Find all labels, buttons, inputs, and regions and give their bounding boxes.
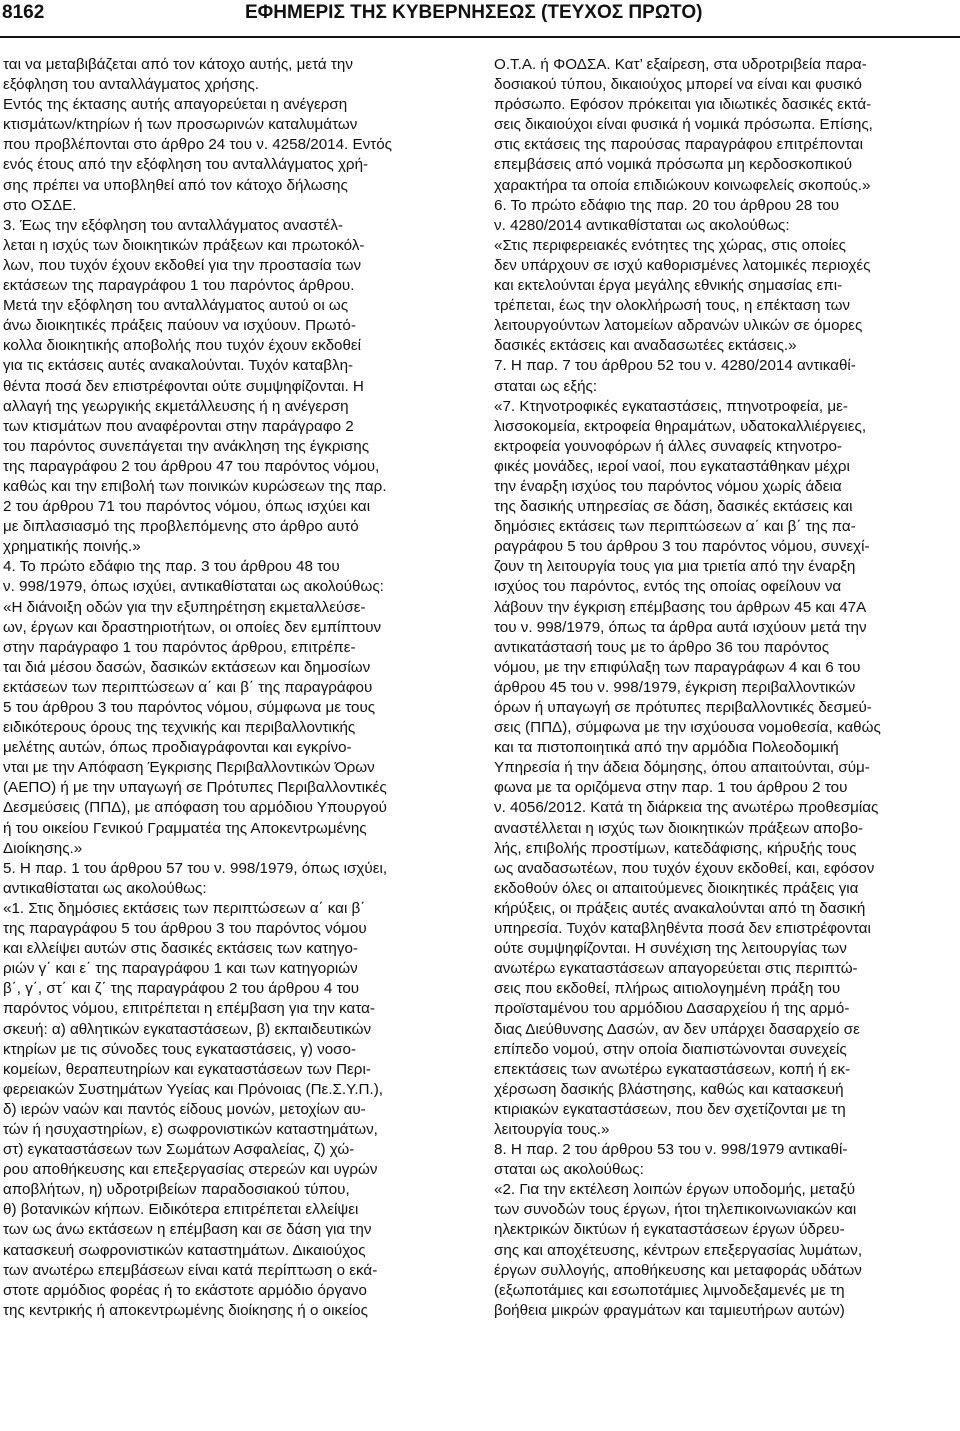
right-column-line: «2. Για την εκτέλεση λοιπών έργων υποδομής, μεταξύ (494, 1181, 856, 1199)
left-column-line: θέντα ποσά δεν επιστρέφονται ούτε συμψηφίζονται. Η (3, 377, 364, 395)
right-column-line: υπηρεσία. Τυχόν καταβληθέντα ποσά δεν επιστρέφονται (494, 920, 871, 938)
left-column-line: ν. 998/1979, όπως ισχύει, αντικαθίσταται ως ακολούθως: (3, 578, 384, 596)
left-column-line: ται διά μέσου δασών, δασικών εκτάσεων και δημοσίων (3, 658, 371, 676)
left-column-line: εξόφληση του ανταλλάγματος χρήσης. (3, 76, 259, 94)
right-column-line: διας Διεύθυνσης Δασών, αν δεν υπάρχει δασαρχείο σε (494, 1020, 860, 1038)
right-column-line: «7. Κτηνοτροφικές εγκαταστάσεις, πτηνοτροφεία, με- (494, 397, 848, 415)
left-column-line: των κτισμάτων που αναφέρονται στην παράγραφο 2 (3, 417, 354, 435)
right-column-line: αναστέλλεται η ισχύς των διοικητικών πράξεων αποβο- (494, 819, 864, 837)
left-column-line: «1. Στις δημόσιες εκτάσεις των περιπτώσεων α΄ και β΄ (3, 899, 366, 917)
right-column-line: βοήθεια μικρών φραγμάτων και ταμιευτήρων αυτών) (494, 1301, 845, 1319)
left-column-line: 5 του άρθρου 3 του παρόντος νόμου, σύμφωνα με τους (3, 699, 376, 716)
right-column-line: ούτε συμψηφίζονται. Η συνέχιση της λειτουργίας των (494, 940, 847, 958)
running-title: ΕΦΗΜΕΡΙΣ ΤΗΣ ΚΥΒΕΡΝΗΣΕΩΣ (ΤΕΥΧΟΣ ΠΡΩΤΟ) (245, 2, 703, 23)
right-column-line: του ν. 998/1979, όπως τα άρθρα αυτά ισχύουν μετά την (494, 618, 867, 636)
right-column-line: ζουν τη λειτουργία τους για μια τριετία από την έναρξη (494, 558, 856, 576)
left-column-line: λων, που τυχόν έχουν εκδοθεί για την προστασία των (3, 256, 362, 274)
right-column-line: την έναρξη ισχύος του παρόντος νόμου χωρίς άδεια (494, 477, 842, 495)
left-column-line: της κεντρικής ή αποκεντρωμένης διοίκησης ή ο οικείος (3, 1301, 368, 1319)
left-column-line: εκτάσεων της παραγράφου 1 του παρόντος άρθρου. (3, 277, 355, 295)
right-column-line: χέρσωση δασικής βλάστησης, καθώς και κατασκευή (494, 1080, 844, 1098)
left-column-line: στ) εγκαταστάσεων των Σωμάτων Ασφαλείας, ζ) χώ- (3, 1141, 355, 1159)
left-text-column (3, 55, 465, 1321)
left-column-line: με διπλασιασμό της προβλεπόμενης στο άρθρο αυτό (3, 518, 359, 536)
left-column-line: 3. Έως την εξόφληση του ανταλλάγματος αναστέλ- (3, 216, 343, 234)
left-column-line: Εντός της έκτασης αυτής απαγορεύεται η ανέγερση (3, 96, 348, 114)
right-column-line: λειτουργία τους.» (494, 1120, 610, 1138)
right-column-line: δασικές εκτάσεις και αναδασωτέες εκτάσεις.» (494, 337, 797, 355)
left-column-line: ειδικότερους όρους της τεχνικής και περιβαλλοντικής (3, 719, 356, 737)
right-column-line: ν. 4280/2014 αντικαθίσταται ως ακολούθως: (494, 216, 790, 234)
left-column-line: που προβλέπονται στο άρθρο 24 του ν. 4258/2014. Εντός (3, 136, 392, 154)
right-column-line: φικές μονάδες, ιεροί ναοί, που εγκαταστάθηκαν μέχρι (494, 457, 850, 475)
left-column-line: και ελλείψει αυτών στις δασικές εκτάσεις των κατηγο- (3, 940, 358, 958)
right-column-line: στις εκτάσεις της παρούσας παραγράφου επιτρέπονται (494, 136, 863, 154)
right-column-line: εκδοθούν όλες οι απαιτούμενες διοικητικές πράξεις για (494, 879, 859, 897)
right-column-line: της δασικής υπηρεσίας σε δάση, δασικές εκτάσεις και (494, 498, 853, 516)
left-column-line: ή του οικείου Γενικού Γραμματέα της Αποκεντρωμένης (3, 819, 367, 837)
right-column-line: ως αναδασωτέων, που τυχόν έχουν εκδοθεί, και, εφόσον (494, 859, 875, 877)
page-number: 8162 (2, 2, 45, 23)
right-column-line: σταται ως εξής: (494, 377, 598, 395)
right-column-line: των συνοδών τους έργων, ήτοι τηλεπικοινωνιακών και (494, 1201, 857, 1219)
left-column-line: μελέτης αυτών, όπως προδιαγράφονται και εγκρίνο- (3, 739, 352, 757)
right-column-line: 8. Η παρ. 2 του άρθρου 53 του ν. 998/1979 αντικαθί- (494, 1141, 848, 1159)
left-column-line: Διοίκησης.» (3, 839, 83, 857)
left-column-line: ται να μεταβιβάζεται από τον κάτοχο αυτής, μετά την (3, 56, 353, 73)
right-column-line: κτιριακών εγκαταστάσεων, που δεν σχετίζονται με τη (494, 1100, 846, 1118)
left-column-line: στο ΟΣΔΕ. (3, 196, 77, 214)
left-column-line: τών ή ησυχαστηρίων, ε) σωφρονιστικών καταστημάτων, (3, 1120, 378, 1138)
left-column-line: δ) ιερών ναών και παντός είδους μονών, μετοχίων αυ- (3, 1100, 366, 1118)
right-column-line: «Στις περιφερειακές ενότητες της χώρας, στις οποίες (494, 236, 846, 254)
left-column-line: των ως άνω εκτάσεων η επέμβαση και σε δάση για την (3, 1221, 372, 1239)
left-column-line: καθώς και την επιβολή των ποινικών κυρώσεων της παρ. (3, 477, 387, 495)
left-column-line: Μετά την εξόφληση του ανταλλάγματος αυτού οι ως (3, 297, 349, 315)
left-column-line: κατασκευή σωφρονιστικών καταστημάτων. Δικαιούχος (3, 1241, 366, 1259)
left-column-line: β΄, γ΄, στ΄ και ζ΄ της παραγράφου 2 του άρθρου 4 του (3, 980, 360, 998)
right-column-line: σεις (ΠΠΔ), σύμφωνα με την ισχύουσα νομοθεσία, καθώς (494, 719, 881, 737)
right-column-line: σταται ως ακολούθως: (494, 1161, 644, 1179)
right-column-line: σεις που εκδοθεί, πλήρως αιτιολογημένη πράξη του (494, 980, 841, 998)
right-column-line: λειτουργούντων λατομείων αδρανών υλικών σε όμορες (494, 317, 863, 335)
left-column-line: 4. Το πρώτο εδάφιο της παρ. 3 του άρθρου 48 του (3, 558, 340, 576)
right-column-line: δημόσιες εκτάσεις των περιπτώσεων α΄ και β΄ της πα- (494, 518, 856, 536)
left-column-line: της παραγράφου 5 του άρθρου 3 του παρόντος νόμου (3, 920, 367, 938)
right-column-line: φωνα με τα οριζόμενα στην παρ. 1 του άρθρου 2 του (494, 779, 848, 797)
left-column-line: νται με την Απόφαση Έγκρισης Περιβαλλοντικών Όρων (3, 759, 375, 777)
right-column-line: λάβουν την έγκριση επέμβασης του άρθρων 45 και 47Α (494, 598, 867, 616)
right-column-line: Ο.Τ.Α. ή ΦΟΔΣΑ. Κατ’ εξαίρεση, στα υδροτριβεία παρα- (494, 56, 867, 73)
left-column-line: ρου αποθήκευσης και επεξεργασίας στερεών και υγρών (3, 1161, 378, 1179)
right-column-line: επίπεδο νομού, στην οποία διαπιστώνονται συνεχείς (494, 1040, 847, 1058)
right-column-line: κήρύξεις, οι πράξεις αυτές ανακαλούνται από τη δασική (494, 899, 866, 917)
right-column-line: λής, επιβολής προστίμων, κατεδάφισης, κήρυξής τους (494, 839, 857, 857)
right-column-line: ανωτέρω εγκαταστάσεων απαγορεύεται στις περιπτώ- (494, 960, 858, 978)
right-column-line: ραγράφου 5 του άρθρου 3 του παρόντος νόμου, συνεχί- (494, 538, 870, 556)
left-column-line: ων, έργων και δραστηριοτήτων, οι οποίες δεν εμπίπτουν (3, 618, 382, 636)
right-column-line: και εκτελούνται έργα μεγάλης εθνικής σημασίας επι- (494, 277, 843, 295)
left-column-line: ριών γ΄ και ε΄ της παραγράφου 1 και των κατηγοριών (3, 960, 358, 978)
right-text-column (494, 55, 956, 1321)
left-column-line: της παραγράφου 2 του άρθρου 47 του παρόντος νόμου, (3, 457, 380, 475)
left-column-line: αλλαγή της γεωργικής εκμετάλλευσης ή η ανέγερση (3, 397, 349, 415)
right-column-line: σης και αποχέτευσης, κέντρων επεξεργασίας λυμάτων, (494, 1241, 863, 1259)
left-column-line: λεται η ισχύς των διοικητικών πράξεων και πρωτοκόλ- (3, 236, 365, 254)
left-column-line: παρόντος νόμου, επιτρέπεται η επέμβαση για την κατα- (3, 1000, 375, 1018)
left-column-line: για τις εκτάσεις αυτές ανακαλούνται. Τυχόν καταβλη- (3, 357, 354, 375)
right-column-line: λισσοκομεία, εκτροφεία θηραμάτων, υδατοκαλλιέργειες, (494, 417, 867, 435)
left-column-line: του παρόντος συνεπάγεται την ανάκληση της έγκρισης (3, 437, 370, 455)
left-column-line: φερειακών Συστημάτων Υγείας και Πρόνοιας (Πε.Σ.Υ.Π.), (3, 1080, 384, 1098)
right-column-line: επεκτάσεις των ανωτέρω εγκαταστάσεων, κοπή ή εκ- (494, 1060, 851, 1078)
left-column-line: κτισμάτων/κτηρίων ή των προσωρινών καταλυμάτων (3, 116, 358, 134)
left-column-line: θ) βοτανικών κήπων. Ειδικότερα επιτρέπεται ελλείψει (3, 1201, 359, 1219)
page-header (0, 0, 960, 34)
left-column-line: σκευή: α) αθλητικών εγκαταστάσεων, β) εκπαιδευτικών (3, 1020, 372, 1038)
right-column-line: δοσιακού τύπου, δικαιούχος μπορεί να είναι και φυσικό (494, 76, 862, 94)
left-column-line: σης πρέπει να υποβληθεί από τον κάτοχο δήλωσης (3, 176, 348, 194)
right-column-line: 7. Η παρ. 7 του άρθρου 52 του ν. 4280/2014 αντικαθί- (494, 357, 856, 375)
left-column-line: Δεσμεύσεις (ΠΠΔ), με απόφαση του αρμόδιου Υπουργού (3, 799, 387, 817)
right-column-line: τρέπεται, έως την ολοκλήρωσή τους, η επέκταση των (494, 297, 851, 315)
left-column-line: στοτε αρμόδιος φορέας ή το εκάστοτε αρμόδιο όργανο (3, 1281, 367, 1299)
right-column-line: χαρακτήρα τα οποία επιδιώκουν κοινωφελείς σκοπούς.» (494, 176, 871, 194)
right-column-line: (εξωποτάμιες και εσωποτάμιες λιμνοδεξαμενές με τη (494, 1281, 845, 1299)
right-column-line: Υπηρεσία ή την άδεια δόμησης, όπου απαιτούνται, σύμ- (494, 759, 870, 777)
left-column-line: 5. Η παρ. 1 του άρθρου 57 του ν. 998/1979, όπως ισχύει, (3, 859, 388, 877)
right-column-line: ισχύος του παρόντος, εντός της οποίας οφείλουν να (494, 578, 842, 596)
right-column-line: έργων συλλογής, αποθήκευσης και μεταφοράς υδάτων (494, 1261, 862, 1279)
right-column-line: σεις δικαιούχοι είναι φυσικά ή νομικά πρόσωπα. Επίσης, (494, 116, 873, 134)
right-column-line: εκτροφεία γουνοφόρων ή άλλες συναφείς κτηνοτρο- (494, 437, 842, 455)
left-column-line: αποβλήτων, η) υδροτριβείων παραδοσιακού τύπου, (3, 1181, 350, 1199)
left-column-line: κολλα διοικητικής αποβολής που τυχόν έχουν εκδοθεί (3, 337, 362, 355)
right-column-line: ηλεκτρικών δικτύων ή εγκαταστάσεων έργων ύδρευ- (494, 1221, 845, 1239)
left-column-line: άνω διοικητικές πράξεις παύουν να ισχύουν. Πρωτό- (3, 317, 356, 335)
left-column-line: στην παράγραφο 1 του παρόντος άρθρου, επιτρέπε- (3, 638, 356, 656)
right-column-line: αντικατάστασή τους με το άρθρο 36 του παρόντος (494, 638, 830, 656)
right-column-line: νόμου, με την επιφύλαξη των παραγράφων 4 και 6 του (494, 658, 861, 676)
right-column-line: πρόσωπο. Εφόσον πρόκειται για ιδιωτικές δασικές εκτά- (494, 96, 872, 114)
left-column-line: 2 του άρθρου 71 του παρόντος νόμου, όπως ισχύει και (3, 498, 371, 516)
left-column-line: κτηρίων με τις σύνοδες τους εγκαταστάσεις, γ) νοσο- (3, 1040, 357, 1058)
right-column-line: επεμβάσεις από νομικά πρόσωπα μη κερδοσκοπικού (494, 156, 853, 174)
header-rule (0, 36, 960, 38)
right-column-line: δεν υπάρχουν σε ισχύ καθορισμένες λατομικές περιοχές (494, 256, 871, 274)
right-column-line: όρων ή υπαγωγή σε πρότυπες περιβαλλοντικές δεσμεύ- (494, 699, 872, 716)
right-column-line: 6. Το πρώτο εδάφιο της παρ. 20 του άρθρου 28 του (494, 196, 840, 214)
left-column-line: (ΑΕΠΟ) ή με την υπαγωγή σε Πρότυπες Περιβαλλοντικές (3, 779, 387, 797)
left-column-line: εκτάσεων των περιπτώσεων α΄ και β΄ της παραγράφου (3, 678, 373, 696)
right-column-line: και τα πιστοποιητικά από την αρμόδια Πολεοδομική (494, 739, 839, 757)
left-column-line: χρηματικής ποινής.» (3, 538, 141, 556)
right-column-line: προϊσταμένου του αρμόδιου Δασαρχείου ή της αρμό- (494, 1000, 850, 1018)
right-column-line: άρθρου 45 του ν. 998/1979, έγκριση περιβαλλοντικών (494, 678, 856, 696)
left-column-line: αντικαθίσταται ως ακολούθως: (3, 879, 207, 897)
right-column-line: ν. 4056/2012. Κατά τη διάρκεια της ανωτέρω προθεσμίας (494, 799, 879, 817)
left-column-line: ενός έτους από την εξόφληση του ανταλλάγματος χρή- (3, 156, 369, 174)
left-column-line: των ανωτέρω επεμβάσεων είναι κατά περίπτωση ο εκά- (3, 1261, 378, 1279)
left-column-line: κομείων, θεραπευτηρίων και εγκαταστάσεων των Περι- (3, 1060, 371, 1078)
left-column-line: «Η διάνοιξη οδών για την εξυπηρέτηση εκμεταλλεύσε- (3, 598, 366, 616)
